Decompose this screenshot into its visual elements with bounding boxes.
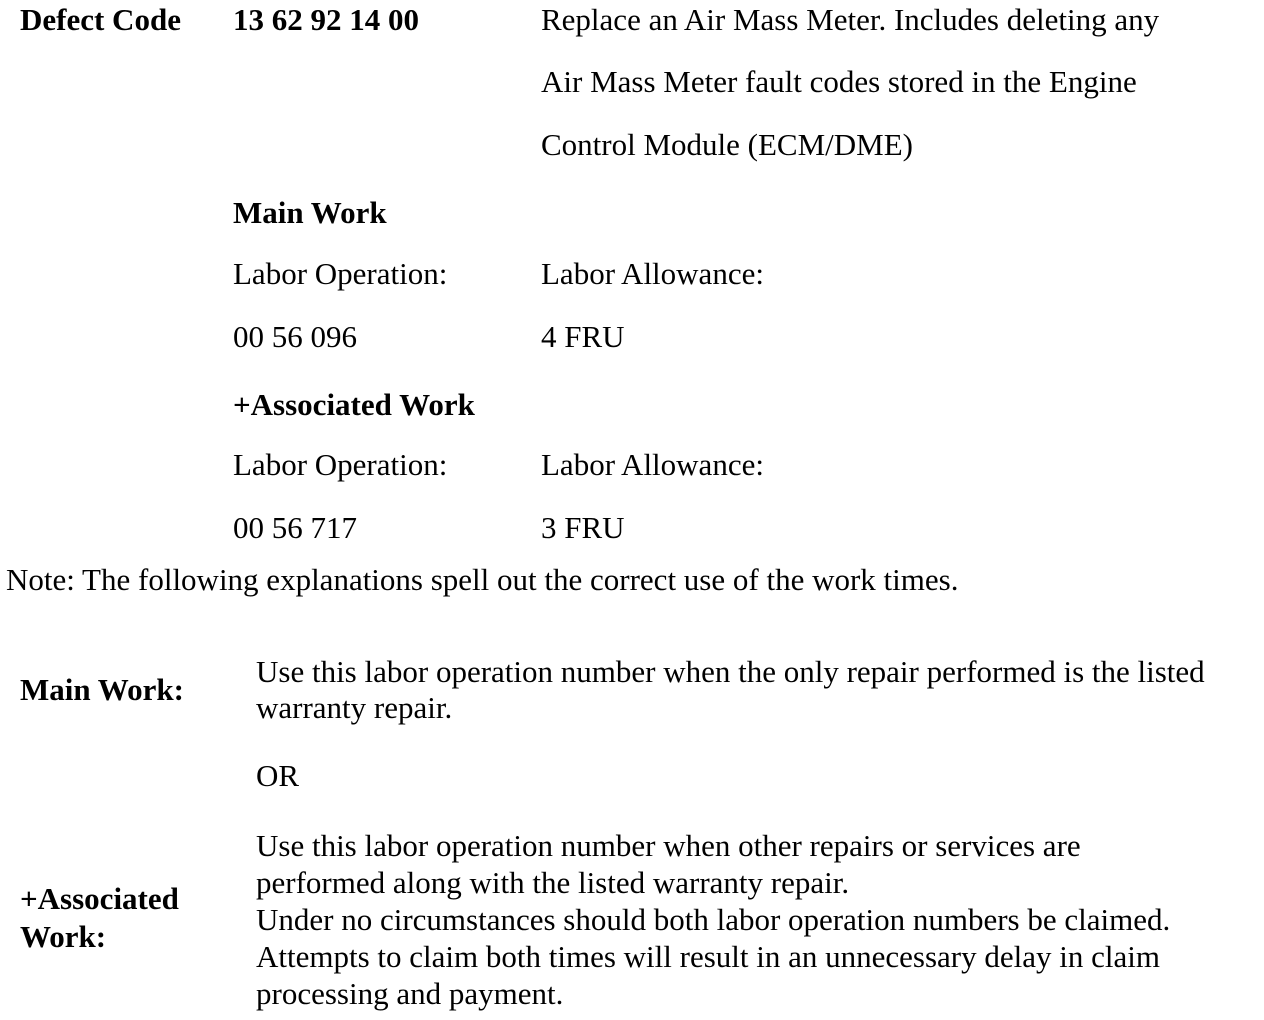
main-work-allowance-label: Labor Allowance: xyxy=(541,256,764,291)
explanation-associated-label-line: +Associated xyxy=(20,881,179,916)
note-text: Note: The following explanations spell out the correct use of the work times. xyxy=(6,562,959,597)
associated-work-operation-label: Labor Operation: xyxy=(233,447,448,482)
main-work-operation-number: 00 56 096 xyxy=(233,319,357,354)
main-work-allowance-value: 4 FRU xyxy=(541,319,625,354)
explanation-associated-label-line: Work: xyxy=(20,919,107,954)
explanation-associated-work-text xyxy=(256,827,1256,1012)
associated-work-allowance-value: 3 FRU xyxy=(541,510,625,545)
defect-code-label: Defect Code xyxy=(20,2,181,37)
explanation-associated-line: Use this labor operation number when other repairs or services are xyxy=(256,828,1081,863)
associated-work-allowance-label: Labor Allowance: xyxy=(541,447,764,482)
defect-code-value: 13 62 92 14 00 xyxy=(233,2,419,37)
explanation-associated-line: performed along with the listed warranty repair. xyxy=(256,865,850,900)
explanation-associated-line: Under no circumstances should both labor operation numbers be claimed. xyxy=(256,902,1171,937)
explanation-or: OR xyxy=(256,758,300,793)
explanation-associated-line: processing and payment. xyxy=(256,976,564,1011)
defect-description-line-1: Replace an Air Mass Meter. Includes deleting any xyxy=(541,2,1160,37)
defect-description-line-3: Control Module (ECM/DME) xyxy=(541,127,913,162)
explanation-associated-line: Attempts to claim both times will result in an unnecessary delay in claim xyxy=(256,939,1160,974)
explanation-associated-work-label xyxy=(20,880,179,956)
associated-work-heading: +Associated Work xyxy=(233,387,475,422)
explanation-main-work-text: Use this labor operation number when the only repair performed is the listed warranty repair. xyxy=(256,654,1205,725)
defect-description-line-2: Air Mass Meter fault codes stored in the Engine xyxy=(541,64,1137,99)
explanation-main-work-label: Main Work: xyxy=(20,672,184,707)
associated-work-operation-number: 00 56 717 xyxy=(233,510,357,545)
main-work-heading: Main Work xyxy=(233,195,387,230)
main-work-operation-label: Labor Operation: xyxy=(233,256,448,291)
